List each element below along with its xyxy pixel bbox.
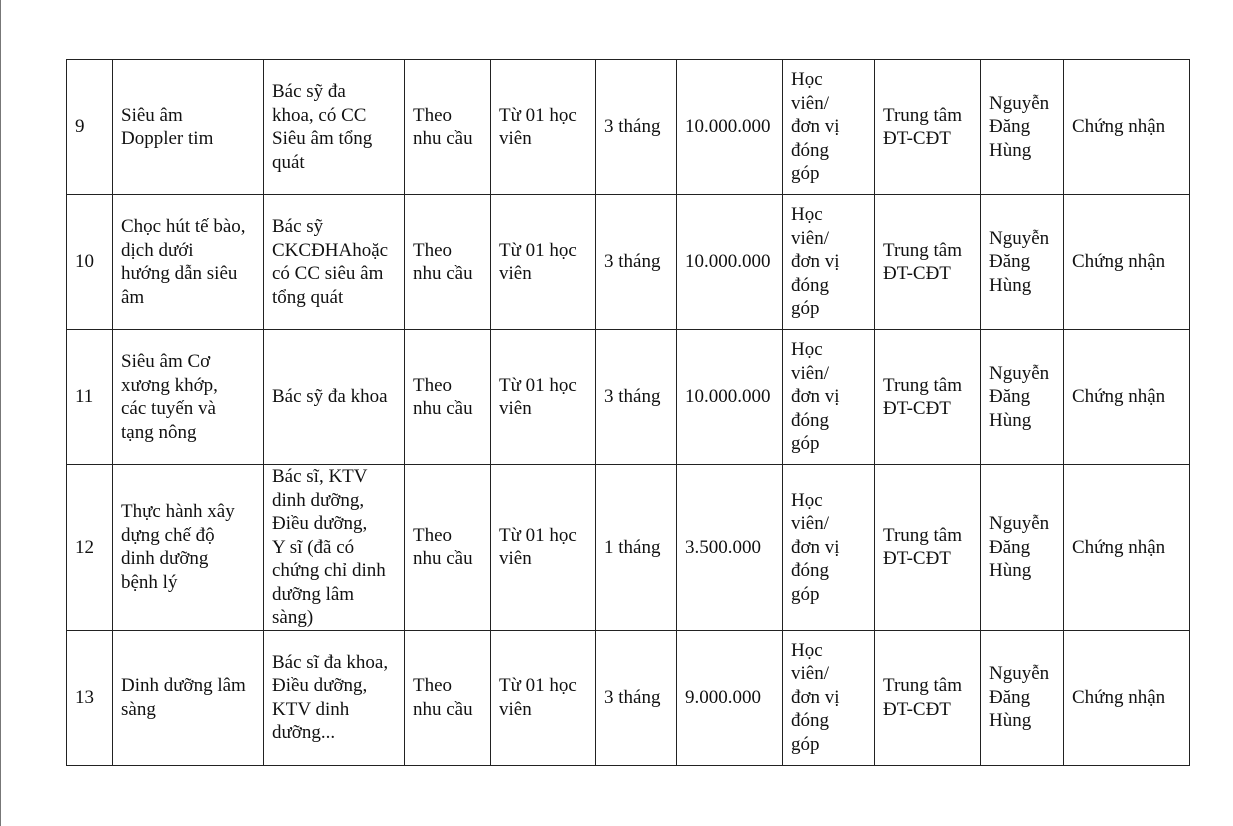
course-name-cell: Chọc hút tế bào, dịch dưới hướng dẫn siêu âm — [113, 195, 264, 330]
row-number-cell: 12 — [67, 465, 113, 631]
demand-cell: Theo nhu cầu — [405, 60, 491, 195]
organizing-unit-cell: Trung tâm ĐT-CĐT — [875, 630, 981, 765]
payer-cell: Học viên/ đơn vị đóng góp — [783, 60, 875, 195]
payer-cell: Học viên/ đơn vị đóng góp — [783, 330, 875, 465]
responsible-person-cell: Nguyễn Đăng Hùng — [981, 330, 1064, 465]
tuition-fee-cell: 3.500.000 — [677, 465, 783, 631]
payer-cell: Học viên/ đơn vị đóng góp — [783, 630, 875, 765]
page-left-edge — [0, 0, 1, 826]
organizing-unit-cell: Trung tâm ĐT-CĐT — [875, 195, 981, 330]
course-name-cell: Siêu âm Cơ xương khớp, các tuyến và tạng nông — [113, 330, 264, 465]
payer-cell: Học viên/ đơn vị đóng góp — [783, 465, 875, 631]
duration-cell: 3 tháng — [596, 60, 677, 195]
tuition-fee-cell: 10.000.000 — [677, 195, 783, 330]
demand-cell: Theo nhu cầu — [405, 630, 491, 765]
enrollment-cell: Từ 01 học viên — [491, 330, 596, 465]
table-row — [67, 60, 1190, 195]
responsible-person-cell: Nguyễn Đăng Hùng — [981, 630, 1064, 765]
duration-cell: 3 tháng — [596, 195, 677, 330]
organizing-unit-cell: Trung tâm ĐT-CĐT — [875, 465, 981, 631]
certificate-cell: Chứng nhận — [1064, 330, 1190, 465]
tuition-fee-cell: 10.000.000 — [677, 330, 783, 465]
responsible-person-cell: Nguyễn Đăng Hùng — [981, 465, 1064, 631]
certificate-cell: Chứng nhận — [1064, 195, 1190, 330]
course-name-cell: Siêu âm Doppler tim — [113, 60, 264, 195]
organizing-unit-cell: Trung tâm ĐT-CĐT — [875, 60, 981, 195]
demand-cell: Theo nhu cầu — [405, 465, 491, 631]
trainee-requirement-cell: Bác sỹ đa khoa — [264, 330, 405, 465]
demand-cell: Theo nhu cầu — [405, 195, 491, 330]
trainee-requirement-cell: Bác sĩ, KTV dinh dưỡng, Điều dưỡng, Y sĩ (đã có chứng chỉ dinh dưỡng lâm sàng) — [264, 465, 405, 631]
table-row — [67, 630, 1190, 765]
row-number-cell: 10 — [67, 195, 113, 330]
course-name-cell: Thực hành xây dựng chế độ dinh dưỡng bệnh lý — [113, 465, 264, 631]
duration-cell: 3 tháng — [596, 330, 677, 465]
duration-cell: 3 tháng — [596, 630, 677, 765]
enrollment-cell: Từ 01 học viên — [491, 60, 596, 195]
row-number-cell: 9 — [67, 60, 113, 195]
table-row — [67, 330, 1190, 465]
duration-cell: 1 tháng — [596, 465, 677, 631]
row-number-cell: 13 — [67, 630, 113, 765]
trainee-requirement-cell: Bác sĩ đa khoa, Điều dưỡng, KTV dinh dưỡng... — [264, 630, 405, 765]
organizing-unit-cell: Trung tâm ĐT-CĐT — [875, 330, 981, 465]
certificate-cell: Chứng nhận — [1064, 465, 1190, 631]
table-body — [67, 60, 1190, 766]
row-number-cell: 11 — [67, 330, 113, 465]
trainee-requirement-cell: Bác sỹ đa khoa, có CC Siêu âm tổng quát — [264, 60, 405, 195]
table-row — [67, 195, 1190, 330]
responsible-person-cell: Nguyễn Đăng Hùng — [981, 195, 1064, 330]
trainee-requirement-cell: Bác sỹ CKCĐHAhoặc có CC siêu âm tổng quát — [264, 195, 405, 330]
tuition-fee-cell: 10.000.000 — [677, 60, 783, 195]
demand-cell: Theo nhu cầu — [405, 330, 491, 465]
certificate-cell: Chứng nhận — [1064, 60, 1190, 195]
responsible-person-cell: Nguyễn Đăng Hùng — [981, 60, 1064, 195]
enrollment-cell: Từ 01 học viên — [491, 465, 596, 631]
tuition-fee-cell: 9.000.000 — [677, 630, 783, 765]
enrollment-cell: Từ 01 học viên — [491, 195, 596, 330]
payer-cell: Học viên/ đơn vị đóng góp — [783, 195, 875, 330]
training-course-table — [66, 59, 1190, 766]
enrollment-cell: Từ 01 học viên — [491, 630, 596, 765]
course-name-cell: Dinh dưỡng lâm sàng — [113, 630, 264, 765]
certificate-cell: Chứng nhận — [1064, 630, 1190, 765]
table-row — [67, 465, 1190, 631]
